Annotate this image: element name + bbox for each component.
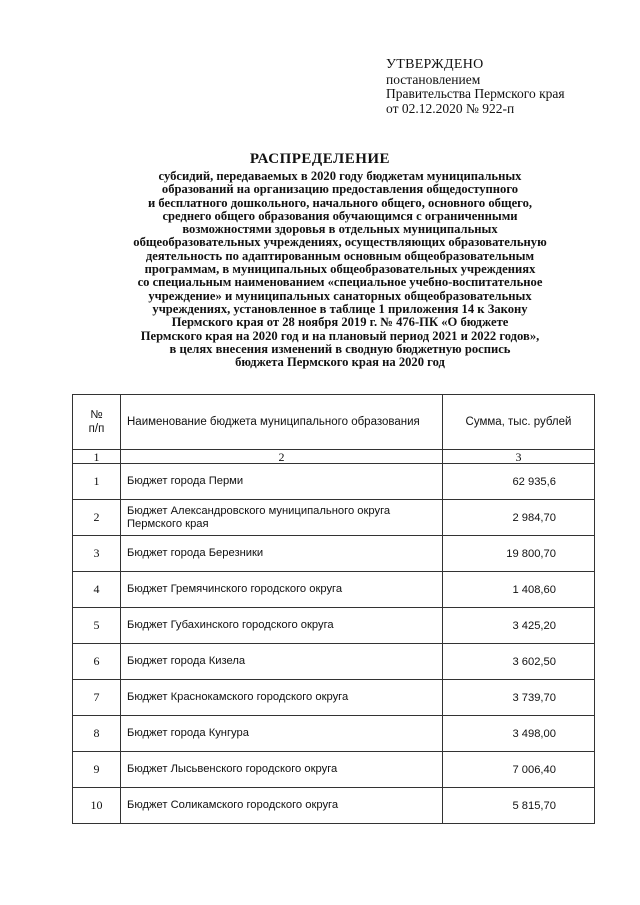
subtitle-line: образований на организацию предоставления общедоступного <box>161 182 519 197</box>
row-number: 3 <box>73 536 121 572</box>
table-row <box>73 464 595 500</box>
column-number: 1 <box>73 450 121 464</box>
row-number: 10 <box>73 788 121 824</box>
row-number: 7 <box>73 680 121 716</box>
column-number: 2 <box>121 450 443 464</box>
approval-stamp <box>386 58 565 116</box>
row-budget-name: Бюджет города Кунгура <box>121 716 443 752</box>
table-row <box>73 536 595 572</box>
row-sum: 3 498,00 <box>443 716 595 752</box>
row-budget-name: Бюджет Губахинского городского округа <box>121 608 443 644</box>
row-budget-name: Бюджет города Кизела <box>121 644 443 680</box>
table-row <box>73 608 595 644</box>
budget-table <box>72 394 595 824</box>
table-header-row <box>73 395 595 450</box>
subtitle-line: деятельность по адаптированным основным общеобразовательным <box>145 248 535 263</box>
row-budget-name: Бюджет Краснокамского городского округа <box>121 680 443 716</box>
document-subtitle <box>70 170 610 369</box>
table-row <box>73 500 595 536</box>
document-title: РАСПРЕДЕЛЕНИЕ <box>249 151 391 167</box>
approval-heading: УТВЕРЖДЕНО <box>386 57 484 72</box>
table-row <box>73 788 595 824</box>
table-row <box>73 752 595 788</box>
subtitle-line: учреждениях, установленное в таблице 1 приложения 14 к Закону <box>152 301 528 316</box>
row-sum: 7 006,40 <box>443 752 595 788</box>
approval-line-1: постановлением <box>386 71 481 87</box>
row-sum: 5 815,70 <box>443 788 595 824</box>
subtitle-line: общеобразовательных учреждениях, осуществляющих образовательную <box>133 235 547 250</box>
row-budget-name: Бюджет города Березники <box>121 536 443 572</box>
header-sum: Сумма, тыс. рублей <box>443 395 595 450</box>
approval-line-2: Правительства Пермского края <box>386 86 565 101</box>
row-sum: 19 800,70 <box>443 536 595 572</box>
row-sum: 3 425,20 <box>443 608 595 644</box>
header-number-symbol: № <box>90 409 103 421</box>
row-sum: 3 602,50 <box>443 644 595 680</box>
subtitle-line: программам, в муниципальных общеобразовательных учреждениях <box>144 262 536 277</box>
row-number: 8 <box>73 716 121 752</box>
subtitle-line: субсидий, передаваемых в 2020 году бюджетам муниципальных <box>158 169 522 183</box>
subtitle-line: со специальным наименованием «специальное учебно-воспитательное <box>137 275 543 290</box>
approval-line-3: от 02.12.2020 № 922-п <box>386 100 515 116</box>
row-budget-name: Бюджет Соликамского городского округа <box>121 788 443 824</box>
header-budget-name: Наименование бюджета муниципального образования <box>121 395 443 450</box>
subtitle-line: бюджета Пермского края на 2020 год <box>235 355 445 370</box>
subtitle-line: среднего общего образования обучающимся с ограниченными <box>162 208 518 223</box>
subtitle-line: Пермского края от 28 ноября 2019 г. № 476-ПК «О бюджете <box>171 315 509 330</box>
header-number <box>73 395 121 450</box>
row-number: 6 <box>73 644 121 680</box>
table-row <box>73 716 595 752</box>
row-sum: 3 739,70 <box>443 680 595 716</box>
column-numbers-row <box>73 450 595 464</box>
row-number: 5 <box>73 608 121 644</box>
row-sum: 2 984,70 <box>443 500 595 536</box>
subtitle-line: возможностями здоровья в отдельных муниципальных <box>182 222 498 237</box>
row-budget-name: Бюджет Александровского муниципального округа Пермского края <box>121 500 443 536</box>
column-number: 3 <box>443 450 595 464</box>
row-number: 2 <box>73 500 121 536</box>
row-budget-name: Бюджет города Перми <box>121 464 443 500</box>
row-number: 9 <box>73 752 121 788</box>
row-budget-name: Бюджет Гремячинского городского округа <box>121 572 443 608</box>
subtitle-line: в целях внесения изменений в сводную бюджетную роспись <box>169 341 511 356</box>
subtitle-line: Пермского края на 2020 год и на плановый период 2021 и 2022 годов», <box>140 328 540 343</box>
row-sum: 1 408,60 <box>443 572 595 608</box>
row-budget-name: Бюджет Лысьвенского городского округа <box>121 752 443 788</box>
row-number: 4 <box>73 572 121 608</box>
table-row <box>73 572 595 608</box>
row-sum: 62 935,6 <box>443 464 595 500</box>
table-row <box>73 644 595 680</box>
subtitle-line: учреждение» и муниципальных санаторных общеобразовательных <box>148 288 532 303</box>
row-number: 1 <box>73 464 121 500</box>
subtitle-line: и бесплатного дошкольного, начального общего, основного общего, <box>147 195 533 210</box>
header-number-abbr: п/п <box>88 423 105 435</box>
table-row <box>73 680 595 716</box>
